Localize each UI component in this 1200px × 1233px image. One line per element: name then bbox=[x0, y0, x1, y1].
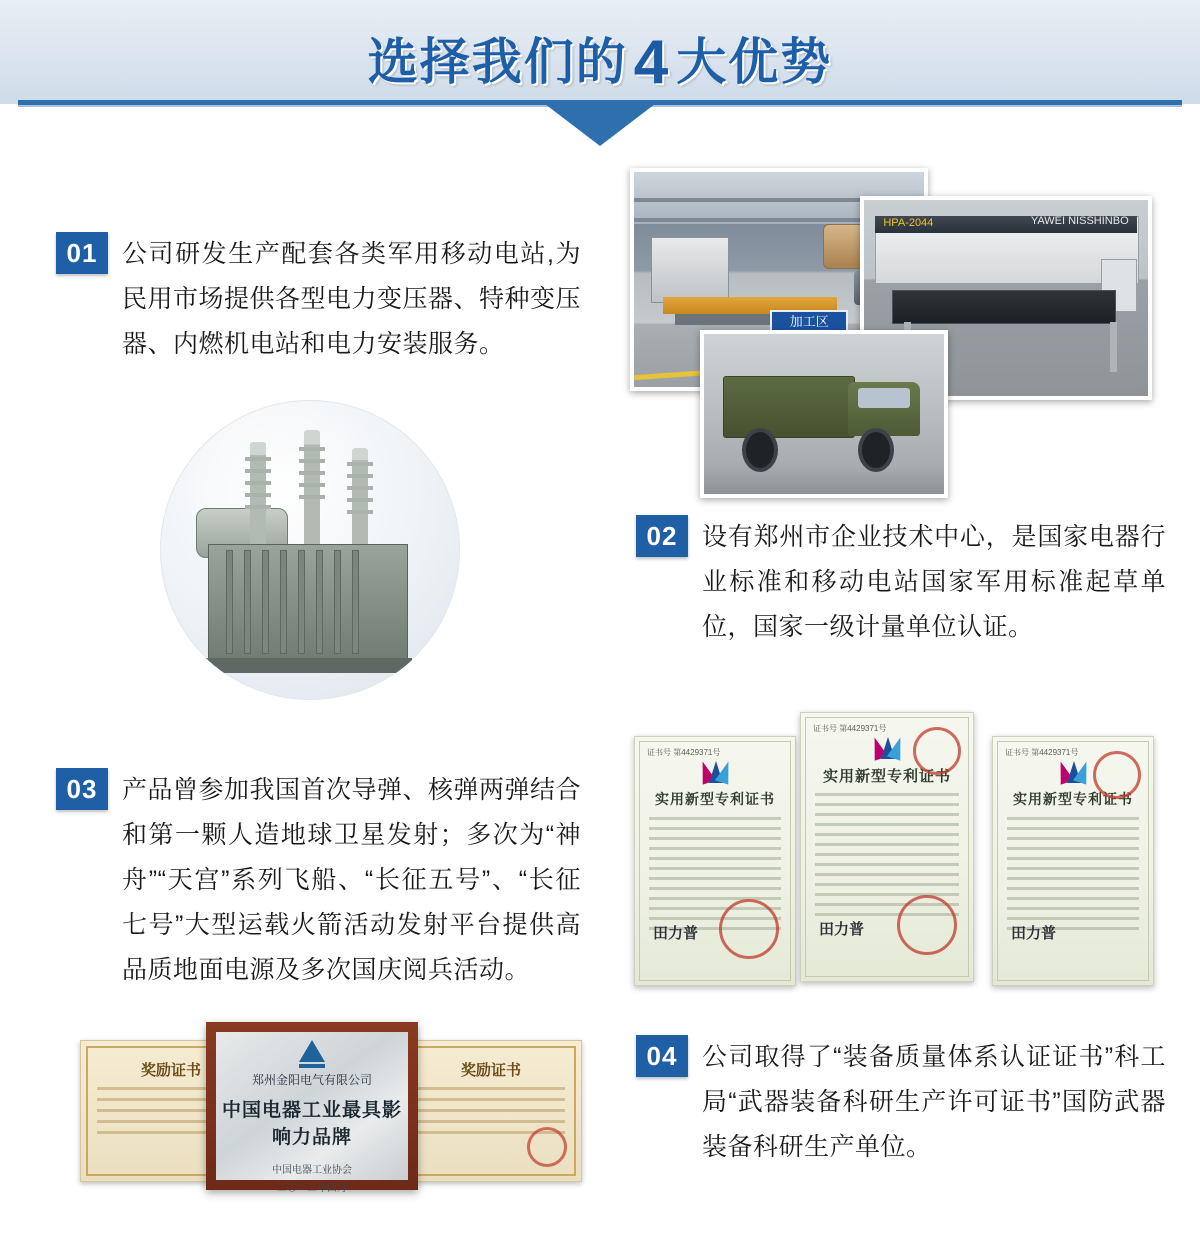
truck-wheel-rear bbox=[742, 428, 778, 472]
advantage-text-02: 设有郑州市企业技术中心，是国家电器行业标准和移动电站国家军用标准起草单位，国家一级计量单位认证。 bbox=[702, 523, 1166, 641]
certificate-seal-2 bbox=[897, 895, 957, 955]
page-title-number: 4 bbox=[633, 28, 671, 97]
page-header bbox=[0, 0, 1200, 104]
certificate-signature-2: 田力普 bbox=[819, 922, 865, 938]
patent-certificate-1 bbox=[634, 736, 796, 986]
certificate-body-3 bbox=[1007, 817, 1139, 933]
cnc-model-label: HPA-2044 bbox=[883, 216, 934, 229]
advantage-text-03: 产品曾参加我国首次导弹、核弹两弹结合和第一颗人造地球卫星发射；多次为“神舟”“天宫”系列飞船、“长征五号”、“长征七号”大型运载火箭活动发射平台提供高品质地面电源及多次国庆阅兵活动。 bbox=[122, 776, 582, 984]
transformer-fin-3 bbox=[262, 550, 269, 654]
transformer-fin-7 bbox=[334, 550, 341, 654]
brand-plaque-group bbox=[80, 1022, 580, 1202]
award-certificate-right bbox=[400, 1040, 582, 1182]
certificate-title-2: 实用新型专利证书 bbox=[822, 768, 951, 785]
page-title-suffix: 大优势 bbox=[676, 34, 833, 90]
company-emblem-icon bbox=[295, 1040, 329, 1070]
transformer-base bbox=[202, 658, 412, 673]
advantage-badge-02: 02 bbox=[636, 515, 688, 557]
patent-certificate-2 bbox=[800, 712, 974, 982]
certificate-title-1: 实用新型专利证书 bbox=[655, 791, 775, 807]
transformer-fin-5 bbox=[298, 550, 305, 654]
transformer-fin-1 bbox=[226, 550, 233, 654]
advantage-text-04: 公司取得了“装备质量体系认证证书”科工局“武器装备科研生产许可证书”国防武器装备科研生产单位。 bbox=[702, 1043, 1166, 1161]
patent-certificate-3 bbox=[992, 736, 1154, 986]
patent-logo-icon bbox=[1057, 755, 1089, 783]
advantage-badge-03: 03 bbox=[56, 768, 108, 810]
transformer-bushing-3 bbox=[352, 448, 368, 550]
military-truck-photo bbox=[700, 330, 948, 498]
patent-logo-icon bbox=[699, 755, 731, 783]
truck-wheel-front bbox=[858, 428, 894, 472]
certificate-seal-1 bbox=[719, 899, 779, 959]
advantage-badge-04: 04 bbox=[636, 1035, 688, 1077]
header-arrow-icon bbox=[545, 104, 655, 146]
advantage-badge-01: 01 bbox=[56, 232, 108, 274]
transformer-fin-4 bbox=[280, 550, 287, 654]
transformer-bushing-1 bbox=[250, 442, 266, 550]
truck-windshield bbox=[858, 388, 911, 407]
certificate-signature-1: 田力普 bbox=[653, 926, 699, 942]
transformer-fin-8 bbox=[352, 550, 359, 654]
certificate-serial-3: 证书号 第4429371号 bbox=[1005, 748, 1079, 757]
cnc-table bbox=[892, 290, 1116, 323]
transformer-fin-2 bbox=[244, 550, 251, 654]
transformer-photo bbox=[160, 400, 460, 700]
cnc-brand-label: YAWEI NISSHINBO bbox=[1030, 214, 1129, 227]
certificate-seal-top-2 bbox=[913, 727, 961, 775]
transformer-tank bbox=[208, 544, 408, 666]
certificate-serial-1: 证书号 第4429371号 bbox=[647, 748, 721, 757]
certificate-seal-top-3 bbox=[1093, 751, 1141, 799]
certificate-title-3: 实用新型专利证书 bbox=[1013, 791, 1133, 807]
truck-cargo-box bbox=[723, 376, 855, 439]
award-certificate-right-seal bbox=[527, 1127, 567, 1167]
transformer-fin-6 bbox=[316, 550, 323, 654]
award-certificate-left-title: 奖励证书 bbox=[140, 1062, 201, 1079]
plaque-association: 中国电器工业协会 bbox=[272, 1165, 352, 1176]
advantage-text-01: 公司研发生产配套各类军用移动电站,为民用市场提供各型电力变压器、特种变压器、内燃机电站和电力安装服务。 bbox=[122, 240, 582, 358]
certificate-signature-3: 田力普 bbox=[1011, 926, 1057, 942]
patent-logo-icon bbox=[871, 731, 903, 759]
brand-plaque-plate bbox=[216, 1032, 408, 1194]
page-title bbox=[0, 22, 1200, 98]
award-certificate-right-title: 奖励证书 bbox=[460, 1062, 521, 1079]
truck-ground bbox=[704, 465, 944, 494]
page-title-prefix: 选择我们的 bbox=[367, 34, 628, 90]
workshop-machine bbox=[651, 237, 728, 304]
workshop-sign-line1: 加工区 bbox=[789, 313, 829, 329]
plaque-date: 二〇一二年四月 bbox=[277, 1183, 347, 1194]
certificate-serial-2: 证书号 第4429371号 bbox=[813, 724, 887, 733]
plaque-brand-title: 中国电器工业最具影响力品牌 bbox=[221, 1100, 402, 1148]
transformer-bushing-2 bbox=[304, 430, 320, 550]
cnc-brand-stripe bbox=[875, 216, 1136, 234]
brand-plaque bbox=[206, 1022, 418, 1194]
plaque-company-name: 郑州金阳电气有限公司 bbox=[251, 1073, 372, 1087]
